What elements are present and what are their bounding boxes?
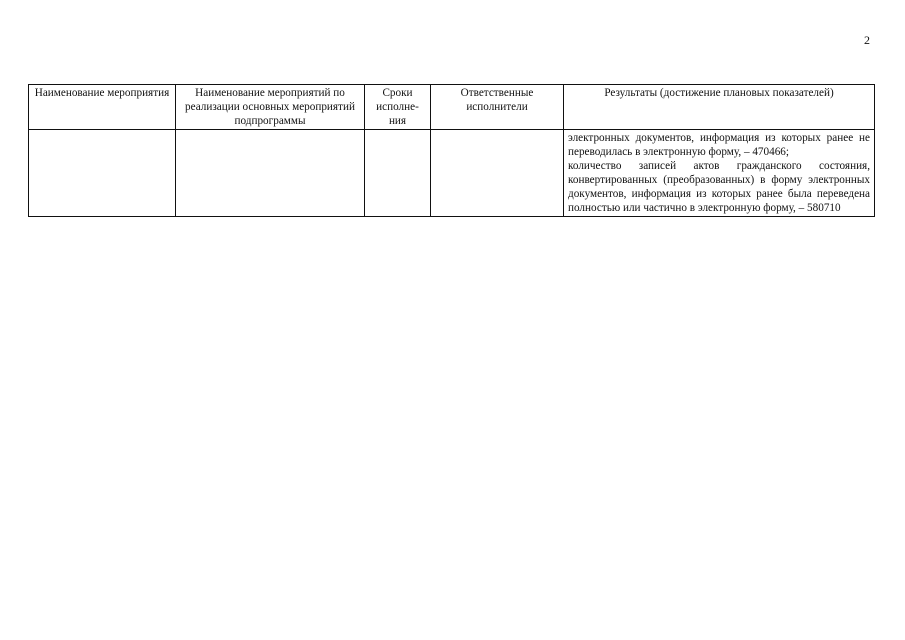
header-deadlines: Сроки исполне-ния xyxy=(365,85,431,130)
activities-table xyxy=(28,84,875,217)
result-paragraph-1: электронных документов, информация из которых ранее не переводилась в электронную форму, – 470466; xyxy=(568,132,870,158)
header-activity-name: Наименование мероприятия xyxy=(29,85,176,130)
table-header-row xyxy=(29,85,875,130)
cell-results xyxy=(564,130,875,217)
header-results: Результаты (достижение плановых показателей) xyxy=(564,85,875,130)
header-executors: Ответственные исполнители xyxy=(431,85,564,130)
table-row xyxy=(29,130,875,217)
header-sub-activities: Наименование мероприятий по реализации основных мероприятий подпрограммы xyxy=(176,85,365,130)
result-paragraph-2: количество записей актов гражданского состояния, конвертированных (преобразованных) в форму электронных документов, информация из которых ранее была переведена полностью или частично в электронную форму, – 580710 xyxy=(568,160,870,214)
cell-deadline xyxy=(365,130,431,217)
cell-executors xyxy=(431,130,564,217)
cell-activity xyxy=(29,130,176,217)
page-number: 2 xyxy=(864,33,870,47)
cell-sub-activities xyxy=(176,130,365,217)
